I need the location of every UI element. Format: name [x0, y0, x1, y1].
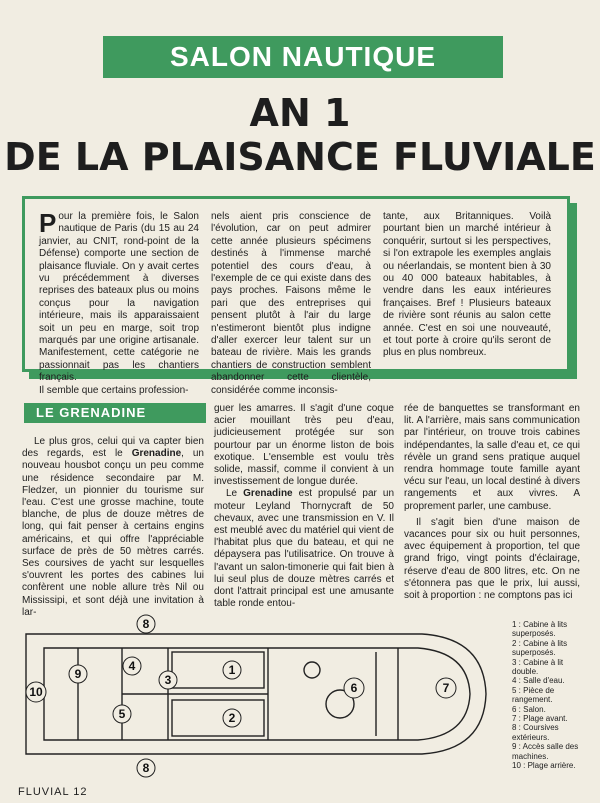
body-column-2	[214, 403, 394, 610]
plan-label-8-top: 8	[142, 617, 150, 631]
body-text-2a: guer les amarres. Il s'agit d'une coque acier mouillant très peu d'eau, judicieusement protégée sur son pourtour par un énorme liston de bois exotique. L'ensemble est voulu très solide, massif, comme il convient à un investissement de longue durée.	[214, 403, 394, 488]
intro-text-1: our la première fois, le Salon nautique de Paris (du 15 au 24 janvier, au CNIT, rond-point de la Défense) comporte une section de plaisance fluviale. On y avait certes vu précédemment à diverses reprises des bateaux plus ou moins conçus pour la navigation intérieure, mais ils apparaissaient soit un peu en marge, soit trop marqués par une origine artisanale. Manifestement, cette catégorie ne passionnait pas les chantiers français.	[39, 211, 199, 384]
plan-label-1: 1	[228, 663, 236, 677]
plan-label-10: 10	[29, 685, 43, 699]
stool-icon	[304, 662, 320, 678]
intro-column-1	[39, 208, 199, 397]
plan-label-4: 4	[128, 659, 136, 673]
legend-item: 10 : Plage arrière.	[512, 761, 576, 771]
body-text-1a: Le plus gros, celui qui va capter bien des regards, est le	[22, 436, 204, 460]
body-column-3	[404, 403, 580, 602]
intro-text-3: tante, aux Britanniques. Voilà pourtant bien un marché intérieur à conquérir, surtout si les perspectives, si l'on extrapole les exemples anglais ou néerlandais, se montent bien à 30 ou 40 000 bateaux habitables, à vendre dans les eaux intérieures françaises. Bref ! Plusieurs bateaux de rivière sont réunis au salon cette année. C'est en soi une nouveauté, et tout porte à croire qu'ils seront de plus en plus nombreux.	[383, 211, 551, 359]
body-text-3a: rée de banquettes se transformant en lit. A l'arrière, mais sans communication par l'intérieur, on trouve trois cabines indépendantes, la salle d'eau et, ce qui révèle un grand sens pratique auquel rendra hommage toute famille ayant vécu sur l'eau, un local destiné à divers rangements et aux vivres. A proprement parler, une cambuse.	[404, 403, 580, 512]
plan-legend	[512, 620, 588, 771]
legend-item: 8 : Coursives extérieurs.	[512, 723, 559, 742]
dropcap: P	[39, 208, 57, 238]
section-banner: SALON NAUTIQUE	[103, 36, 503, 78]
legend-item: 7 : Plage avant.	[512, 714, 568, 724]
intro-text-2: nels aient pris conscience de l'évolution, car on peut admirer cette année plusieurs spécimens destinés à l'immense marché potentiel des cours d'eau, à l'exemple de ce qui existe dans des pays proches. Faisons même le pari que des entreprises qui pensent plutôt à l'air du large n'estimeront bientôt plus indigne d'aller exercer leur talent sur un bateau de rivière. Mais les grands chantiers de construction semblent abandonner cette clientèle, considérée comme inconsis-	[211, 211, 371, 396]
legend-item: 3 : Cabine à lit double.	[512, 657, 564, 677]
body-text-3b: Il s'agit bien d'une maison de vacances pour six ou huit personnes, avec équipement à proportion, tel que grand frigo, vingt points d'éclairage, réserve d'eau de 800 litres, etc. On ne s'étonnera pas que le prix, lui aussi, soit à proportion : ne comptons pas ici	[404, 516, 580, 602]
page-footer: FLUVIAL 12	[18, 786, 88, 798]
plan-label-3: 3	[164, 673, 172, 687]
body-text-1b: , un nouveau housbot conçu un peu comme une résidence secondaire par M. Fledzer, un pionnier du tourisme sur l'eau. C'est une grosse machine, toute blanche, de plus de douze mètres de long, qui fait penser à certains engins américains, et qui offre l'appréciable surface de près de 50 mètres carrés. Ses coursives de yacht sur lesquelles s'ouvrent les portes des cabines lui confèrent une noble allure très Nil ou Mississipi, et sont déjà une invitation à lar-	[22, 448, 204, 618]
headline-line-1: AN 1	[249, 91, 351, 135]
intro-column-2	[211, 211, 371, 397]
legend-item: 6 : Salon.	[512, 704, 546, 714]
legend-item: 1 : Cabine à lits superposés.	[512, 620, 568, 639]
legend-item: 5 : Pièce de rangement.	[512, 685, 555, 705]
body-text-2b-pre: Le	[226, 488, 244, 500]
intro-text-1b: Il semble que certains profession-	[39, 384, 189, 396]
legend-item: 2 : Cabine à lits superposés.	[512, 638, 568, 658]
plan-label-7: 7	[442, 681, 450, 695]
legend-item: 4 : Salle d'eau.	[512, 676, 565, 686]
body-text-2b: est propulsé par un moteur Leyland Thornycraft de 50 chevaux, avec une transmission en V. Il est meublé avec du matériel qui vient de l'habitat plus que du bateau, et qui ne dépaysera pas l'utilisatrice. On trouve à l'avant un salon-timonerie qui fait bien à lui seul plus de douze mètres carrés et dont l'attrait principal est une amusante table ronde entou-	[214, 488, 395, 610]
plan-label-9: 9	[74, 667, 82, 681]
intro-box	[22, 196, 570, 396]
section-heading: LE GRENADINE	[24, 403, 206, 423]
intro-column-3	[383, 211, 551, 360]
plan-label-6: 6	[350, 681, 358, 695]
bunk-1	[172, 652, 264, 688]
boat-floor-plan	[22, 604, 490, 784]
boat-name: Grenadine	[131, 448, 182, 460]
legend-item: 9 : Accès salle des machines.	[512, 742, 579, 761]
body-column-1	[22, 436, 204, 619]
boat-name-2: Grenadine	[243, 488, 293, 500]
plan-label-8-bottom: 8	[142, 761, 150, 775]
plan-label-5: 5	[118, 707, 126, 721]
headline-line-2: DE LA PLAISANCE FLUVIALE	[4, 135, 596, 179]
plan-label-2: 2	[228, 711, 236, 725]
bunk-2	[172, 700, 264, 736]
